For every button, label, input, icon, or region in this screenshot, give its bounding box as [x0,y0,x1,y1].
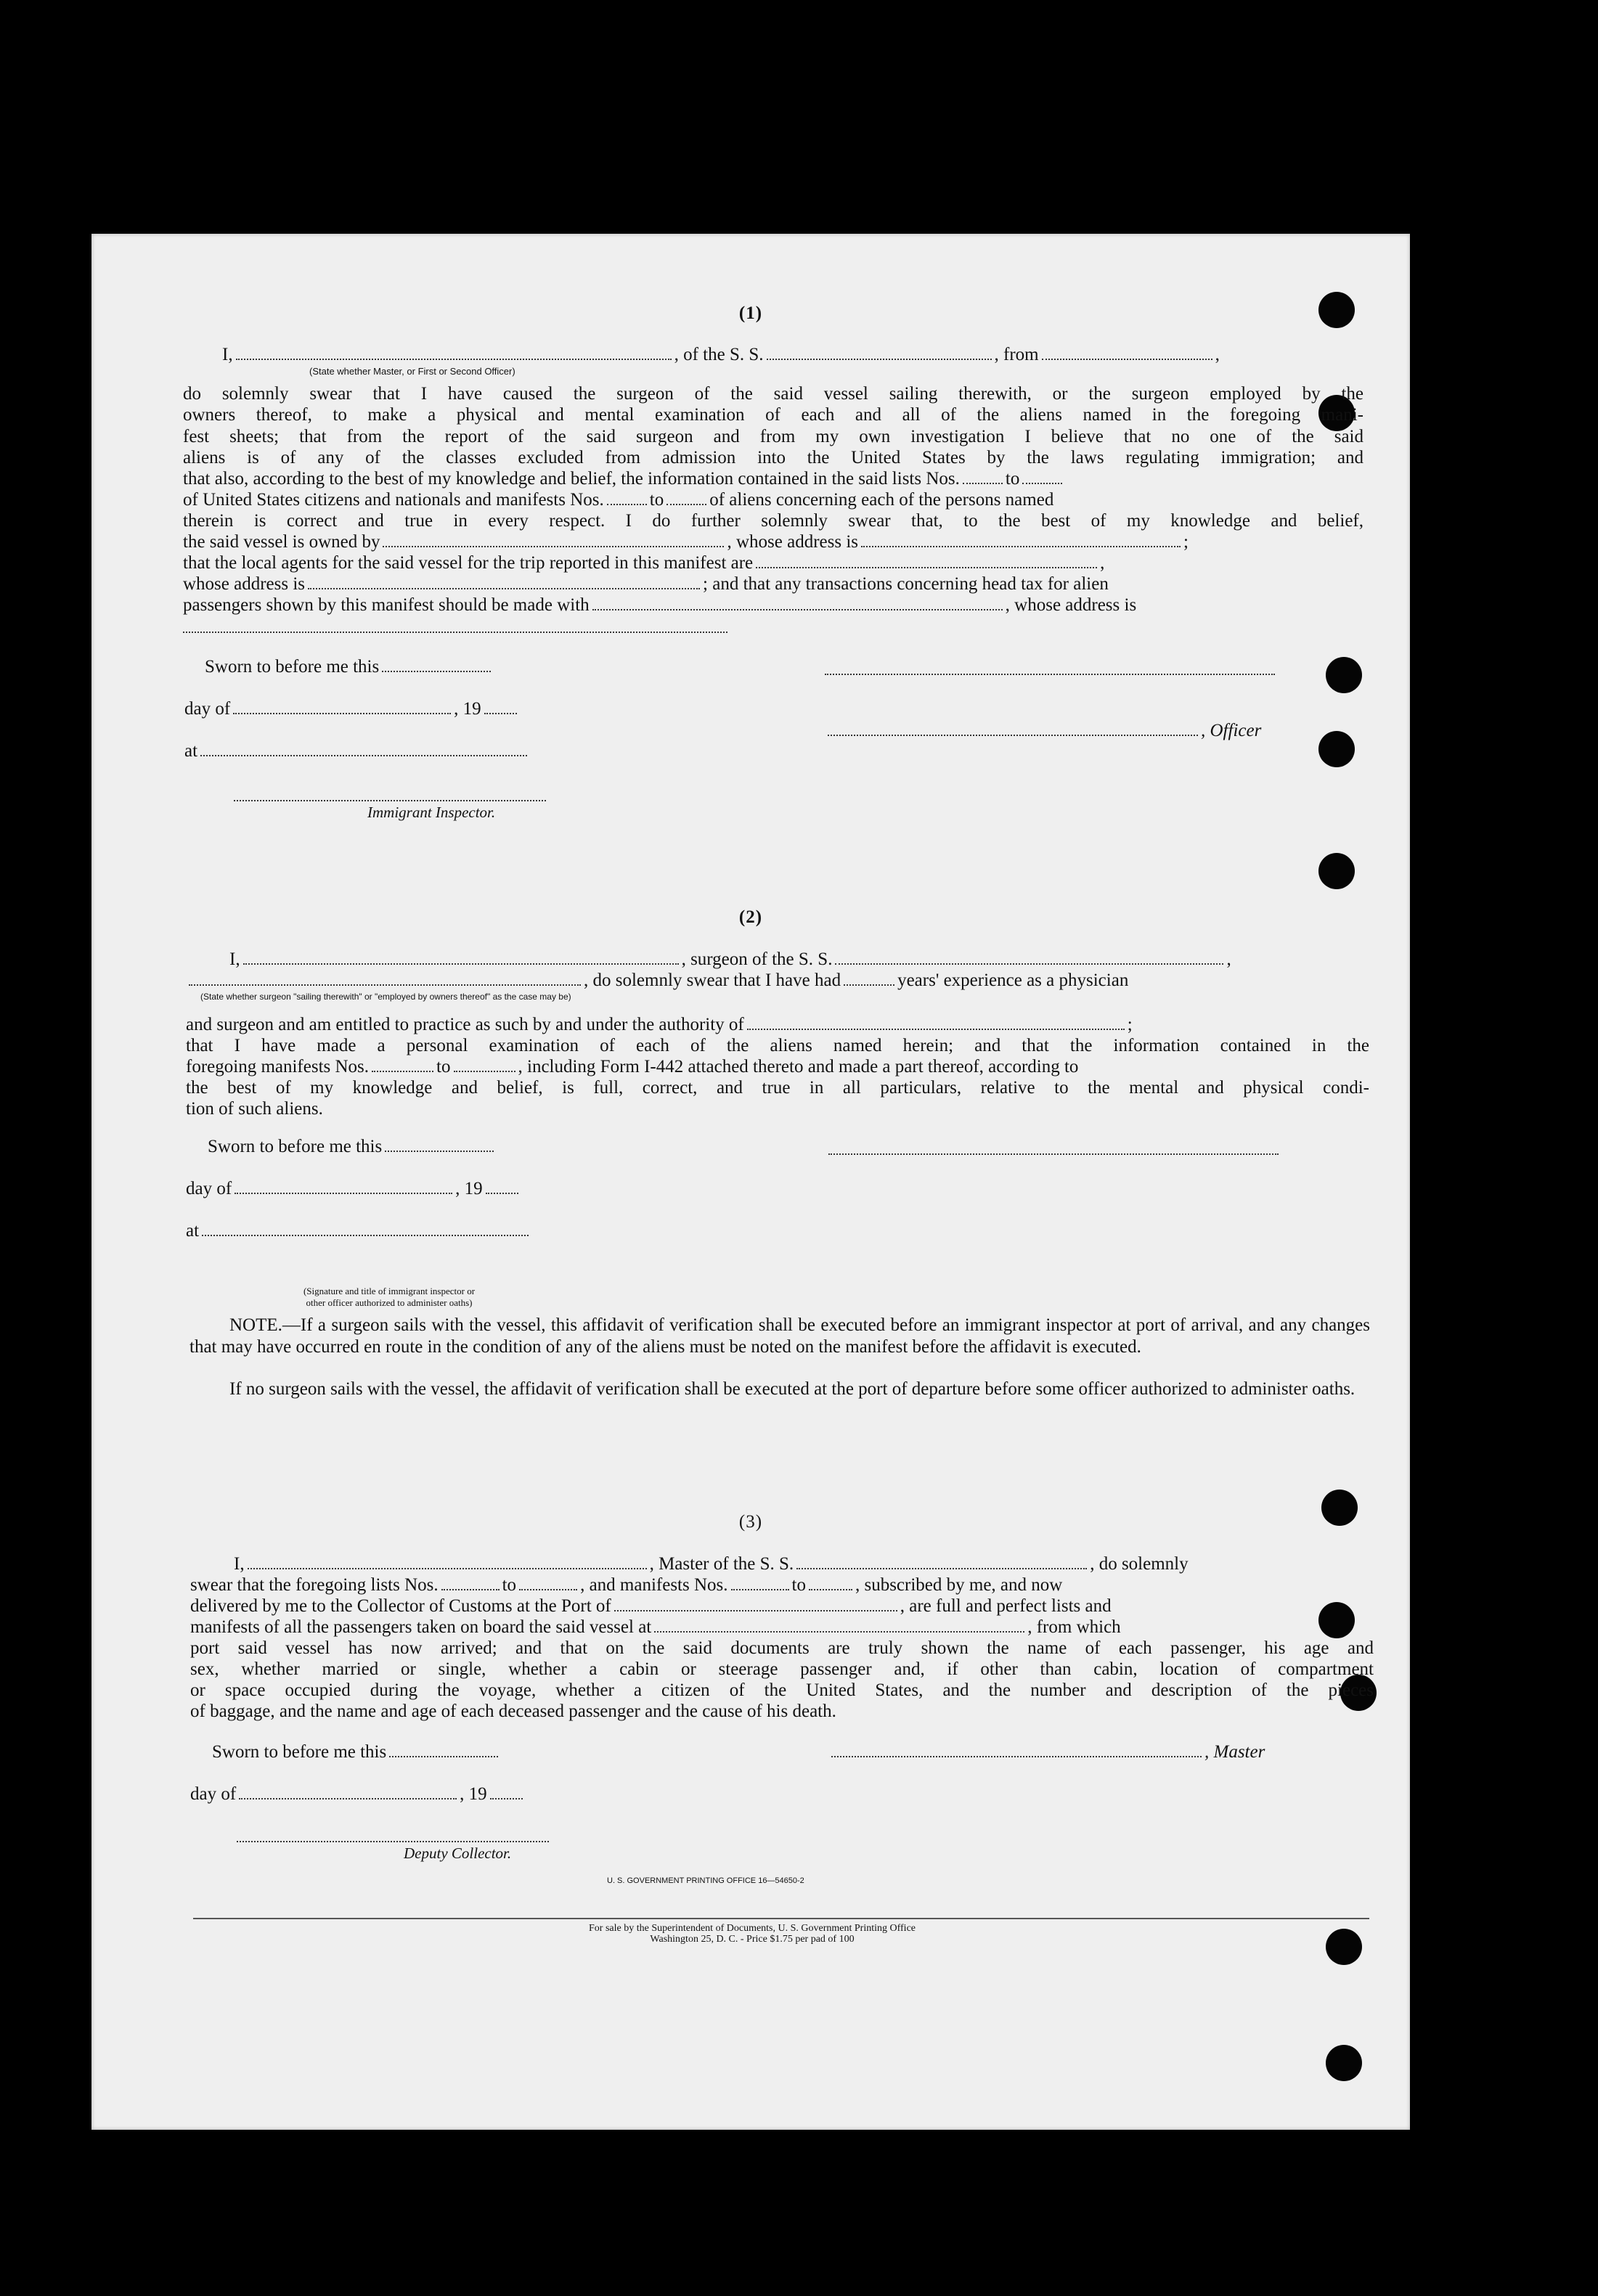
vessel-name-field[interactable] [835,950,1223,965]
note-paragraph: If no surgeon sails with the vessel, the affidavit of verification shall be executed at the port of departure before some officer authorized to administer oaths. [229,1379,1356,1399]
punch-hole [1326,657,1362,693]
text: of aliens concerning each of the persons named [709,490,1054,510]
field-caption: (State whether surgeon "sailing therewith" or "employed by owners thereof" as the case may be) [200,992,571,1002]
master-line: port said vessel has now arrived; and that on the said documents are truly shown the name of each passenger, his age and [190,1638,1374,1658]
text: foregoing manifests Nos. [186,1057,370,1076]
year-field[interactable] [490,1785,523,1799]
text: I, [229,949,240,969]
day-of-line [186,1178,521,1200]
text: , from which [1027,1617,1121,1637]
oath-line: owners thereof, to make a physical and mental examination of each and all of the aliens named in the foregoing mani- [183,405,1363,425]
surgeon-line [186,970,1128,992]
master-line [190,1596,1112,1617]
punch-hole [1326,2045,1362,2081]
manifest-no-to-field[interactable] [809,1576,852,1590]
at-line [184,740,530,762]
surgeon-header-line [229,949,1231,971]
master-line [190,1617,1121,1638]
oath-line: do solemnly swear that I have caused the surgeon of the said vessel sailing therewith, or the surgeon employed by the [183,384,1363,404]
at-line [186,1220,531,1242]
text: ; [1183,532,1189,552]
text: day of [190,1784,237,1804]
vessel-name-field[interactable] [767,346,992,360]
text: ; [1127,1015,1133,1034]
text: to [1005,469,1020,489]
location-field[interactable] [202,1222,529,1236]
text: , [1226,949,1231,969]
section-number: (3) [738,1512,763,1532]
master-signature-line [828,1741,1265,1763]
list-no-to-field[interactable] [519,1576,577,1590]
oath-line [183,489,1053,511]
sworn-date-field[interactable] [382,658,491,672]
punch-hole [1318,731,1355,767]
collector-caption: Deputy Collector. [404,1844,512,1862]
text: , whose address is [727,532,859,552]
text: , subscribed by me, and now [855,1575,1063,1595]
text: of United States citizens and nationals and manifests Nos. [183,490,604,510]
surgeon-name-field[interactable] [243,950,679,965]
text: , do solemnly swear that I have had [584,971,841,990]
oath-line: aliens is of any of the classes excluded from admission into the United States by the laws regulating immigration; and [183,448,1363,467]
text: , [1215,345,1220,364]
text: delivered by me to the Collector of Customs at the Port of [190,1596,611,1616]
head-tax-contact-field[interactable] [592,596,1003,610]
text: , from [994,345,1039,364]
manifest-no-from-field[interactable] [607,491,647,505]
text: to [502,1575,517,1595]
text: that also, according to the best of my knowledge and belief, the information contained in the said lists Nos. [183,469,960,489]
master-name-field[interactable] [248,1555,647,1569]
oath-line [183,595,1136,616]
text: at [184,741,198,761]
authority-field[interactable] [747,1016,1125,1030]
text: passengers shown by this manifest should be made with [183,595,590,615]
text: swear that the foregoing lists Nos. [190,1575,439,1595]
text: I, [222,345,233,364]
manifest-no-to-field[interactable] [454,1058,515,1072]
year-field[interactable] [484,700,517,714]
footer-rule [193,1918,1369,1919]
text: , Officer [1201,721,1262,740]
text: and surgeon and am entitled to practice as such by and under the authority of [186,1015,744,1034]
oath-line [183,573,1109,595]
surgeon-signature-field[interactable] [828,1153,1279,1155]
text: , [1100,553,1105,573]
section-number: (1) [738,303,763,323]
text: at [186,1221,200,1241]
text: Sworn to before me this [205,657,380,677]
text: , and manifests Nos. [580,1575,728,1595]
surgeon-line: tion of such aliens. [186,1099,323,1119]
text: that the local agents for the said vessel for the trip reported in this manifest are [183,553,754,573]
text: , whose address is [1005,595,1137,615]
month-field[interactable] [239,1785,457,1799]
text: to [791,1575,806,1595]
vessel-owner-field[interactable] [383,533,724,547]
inspector-caption: Immigrant Inspector. [367,804,496,821]
text: Sworn to before me this [208,1137,383,1156]
manifest-no-from-field[interactable] [372,1058,433,1072]
arrival-port-field[interactable] [614,1597,897,1611]
punch-hole [1326,1929,1362,1965]
location-field[interactable] [200,742,527,756]
text: , are full and perfect lists and [900,1596,1112,1616]
list-no-to-field[interactable] [1022,470,1062,484]
text: years' experience as a physician [897,971,1129,990]
officer-signature-field[interactable] [825,674,1275,675]
text: , Master [1204,1742,1265,1762]
section-number: (2) [738,907,763,927]
list-no-from-field[interactable] [441,1576,500,1590]
text: , 19 [454,699,481,719]
text: , including Form I-442 attached thereto and made a part thereof, according to [518,1057,1079,1076]
month-field[interactable] [235,1180,452,1194]
list-no-from-field[interactable] [963,470,1003,484]
surgeon-line [186,1056,1078,1078]
text: to [649,490,664,510]
text: , surgeon of the S. S. [681,949,833,969]
text: day of [186,1179,232,1198]
day-of-line [190,1784,526,1805]
note-paragraph: NOTE.—If a surgeon sails with the vessel, this affidavit of verification shall be executed before an immigrant inspector at port of arrival, and any changes that may have occurred en route in the condition of any of the aliens must be noted on the manifest before the affidavit is executed. [189,1315,1370,1357]
text: manifests of all the passengers taken on board the said vessel at [190,1617,652,1637]
text: Washington 25, D. C. - Price $1.75 per pad of 100 [650,1934,855,1945]
officer-rank-field[interactable] [236,346,672,360]
oath-line: therein is correct and true in every respect. I do further solemnly swear that, to the best of my knowledge and belief, [183,511,1363,531]
text: Sworn to before me this [212,1742,387,1762]
text: , do solemnly [1090,1554,1189,1574]
vessel-name-field[interactable] [796,1555,1087,1569]
embarkation-port-field[interactable] [654,1618,1024,1633]
oath-line [183,552,1104,574]
years-experience-field[interactable] [844,971,894,986]
sale-notice [484,1923,1021,1945]
text: ; and that any transactions concerning head tax for alien [703,574,1109,594]
punch-hole [1318,1602,1355,1638]
master-line [190,1574,1062,1596]
master-signature-field[interactable] [831,1743,1202,1757]
text: , Master of the S. S. [649,1554,794,1574]
text: (Signature and title of immigrant inspector or [303,1286,476,1296]
year-field[interactable] [486,1180,518,1194]
oath-line: fest sheets; that from the report of the said surgeon and from my own investigation I believe that no one of the said [183,427,1363,446]
text: other officer authorized to administer oaths) [306,1297,473,1308]
text: I, [234,1554,245,1574]
oath-line [183,468,1065,490]
text: the said vessel is owned by [183,532,380,552]
signature-caption [222,1286,556,1309]
punch-hole [1318,853,1355,889]
gpo-imprint: U. S. GOVERNMENT PRINTING OFFICE 16—54650-2 [607,1876,804,1885]
form-page [91,234,1410,2130]
manifest-no-from-field[interactable] [731,1576,789,1590]
text: to [436,1057,451,1076]
master-header-line [234,1553,1189,1575]
sworn-line [208,1136,497,1158]
day-of-line [184,698,520,720]
surgeon-line [186,1014,1133,1036]
contact-address-field[interactable] [183,632,727,633]
text: For sale by the Superintendent of Documents, U. S. Government Printing Office [589,1923,916,1934]
master-line: sex, whether married or single, whether a cabin or steerage passenger and, if other than cabin, location of compartment [190,1659,1374,1679]
sworn-date-field[interactable] [385,1137,494,1152]
officer-line [825,720,1261,742]
sworn-date-field[interactable] [389,1743,498,1757]
agents-address-field[interactable] [308,575,700,589]
text: whose address is [183,574,306,594]
surgeon-status-field[interactable] [189,971,581,986]
master-line: of baggage, and the name and age of each deceased passenger and the cause of his death. [190,1701,836,1721]
text: , of the S. S. [674,345,764,364]
field-caption: (State whether Master, or First or Second Officer) [309,366,515,377]
surgeon-line: that I have made a personal examination of each of the aliens named herein; and that the information contained in the [186,1036,1369,1055]
surgeon-line: the best of my knowledge and belief, is full, correct, and true in all particulars, relative to the mental and physical condi- [186,1078,1369,1098]
departure-port-field[interactable] [1042,346,1212,360]
manifest-no-to-field[interactable] [666,491,706,505]
officer-name-field[interactable] [828,722,1198,736]
oath-header-line [222,344,1220,366]
master-line: or space occupied during the voyage, whether a citizen of the United States, and the number and description of the pieces [190,1680,1374,1700]
local-agents-field[interactable] [756,554,1097,568]
sworn-line [212,1741,501,1763]
oath-line [183,531,1189,553]
owner-address-field[interactable] [861,533,1181,547]
month-field[interactable] [233,700,451,714]
text: day of [184,699,231,719]
text: , 19 [460,1784,487,1804]
sworn-line [205,656,494,678]
text: , 19 [455,1179,483,1198]
